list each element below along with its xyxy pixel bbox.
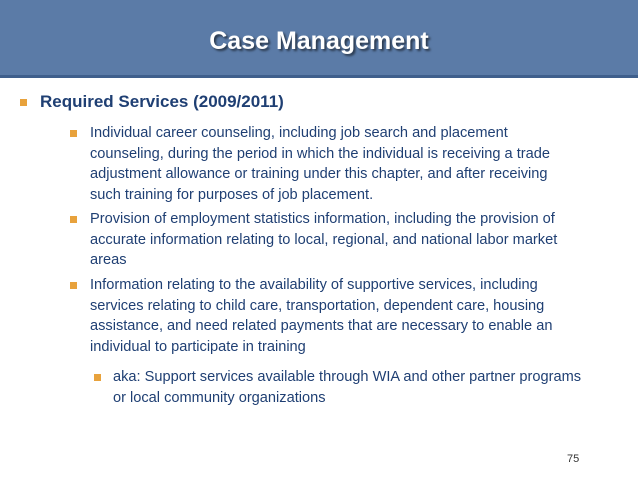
bullet-square-icon	[20, 99, 27, 106]
title-bar	[0, 0, 638, 78]
slide-title: Case Management	[209, 27, 429, 55]
bullet-square-icon	[94, 374, 101, 381]
section-heading: Required Services (2009/2011)	[40, 92, 284, 111]
bullet-square-icon	[70, 282, 77, 289]
bullet-square-icon	[70, 130, 77, 137]
list-item: Provision of employment statistics information, including the provision of accurate information relating to local, regional, and national labor market areas	[90, 211, 558, 268]
sub-list-item: aka: Support services available through WIA and other partner programs or local community organizations	[113, 369, 582, 406]
bullet-square-icon	[70, 216, 77, 223]
list-item: Individual career counseling, including job search and placement counseling, during the period in which the individual is receiving a trade adjustment allowance or training under this chapter, and after receiving such training for purposes of job placement.	[90, 125, 550, 203]
list-item: Information relating to the availability of supportive services, including services relating to child care, transportation, dependent care, housing assistance, and need related payments that are necessary to enable an individual to participate in training	[90, 277, 553, 355]
page-number: 75	[567, 453, 580, 465]
